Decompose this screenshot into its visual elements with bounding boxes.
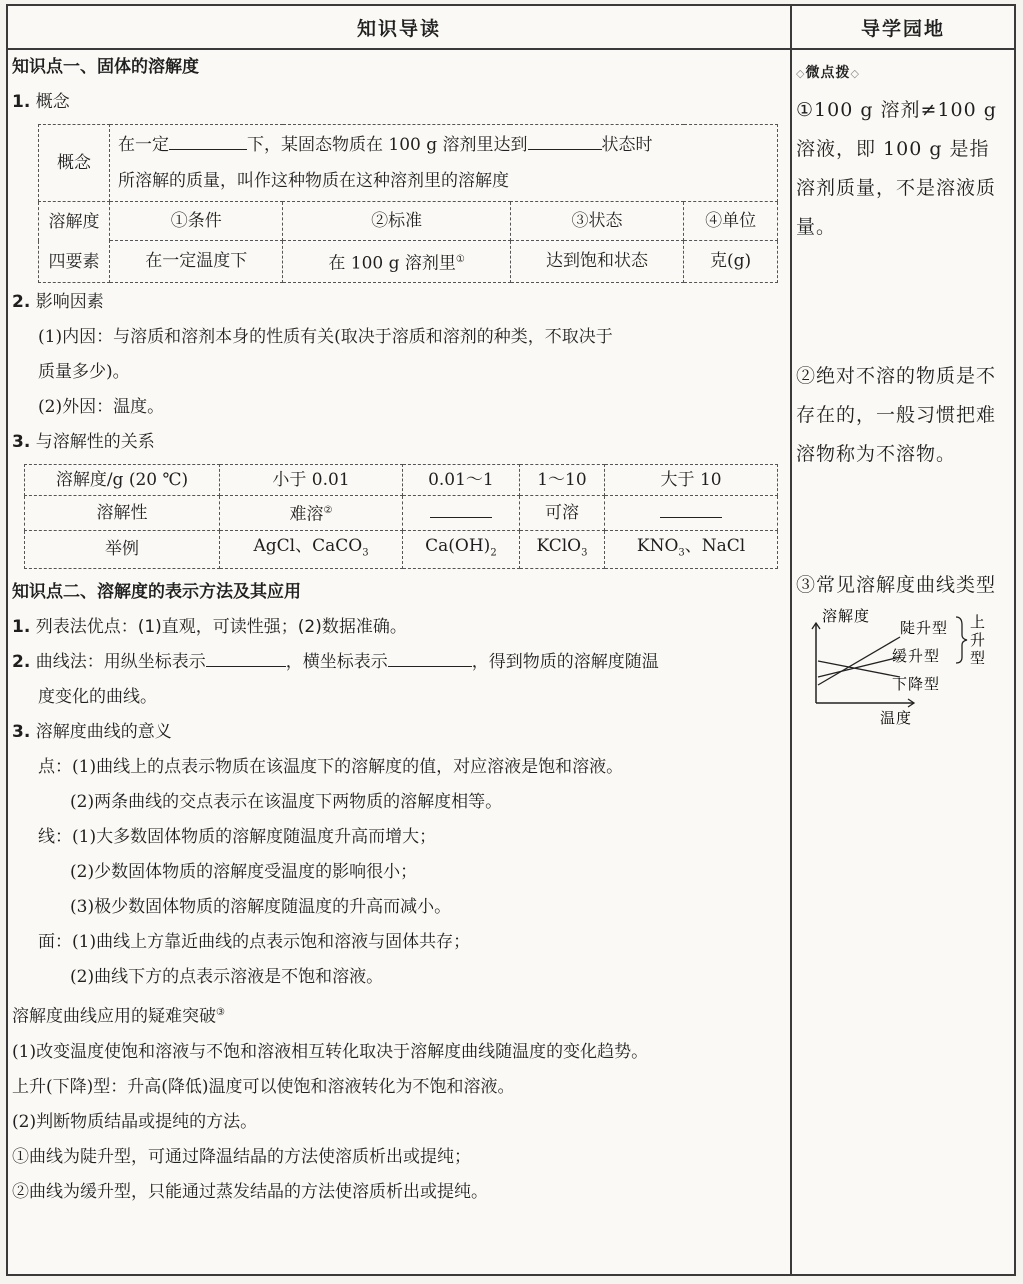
graph-ylabel: 溶解度 [822, 607, 871, 625]
factors-heading: 2. 影响因素 [12, 292, 104, 312]
app-5: ②曲线为缓升型，只能通过蒸发结晶的方法使溶质析出或提纯。 [12, 1181, 488, 1202]
graph-steep: 陡升型 [900, 619, 949, 637]
solubility-table [24, 464, 778, 569]
factor-external: (2)外因：温度。 [38, 397, 165, 417]
line-3: (3)极少数固体物质的溶解度随温度的升高而减小。 [70, 897, 452, 918]
tag-left-icon: ◇ [796, 67, 806, 80]
sol-soluble: 可溶 [519, 496, 604, 531]
example-4: $KNO_3$、NaCl [605, 530, 778, 568]
blank-easily[interactable] [605, 496, 778, 531]
solubility-label: 溶解性 [25, 496, 220, 531]
side-note-1: ①100 g 溶剂≠100 g 溶液，即 100 g 是指溶剂质量，不是溶液质量。 [796, 99, 997, 238]
app-title: 溶解度曲线应用的疑难突破③ [12, 1006, 225, 1027]
blank-x-axis[interactable] [388, 648, 472, 667]
sol-insoluble: 难溶② [220, 496, 403, 531]
header-knowledge-guide: 知识导读 [8, 6, 792, 50]
relation-heading: 3. 与溶解性的关系 [12, 432, 155, 452]
factor-internal: (1)内因：与溶质和溶剂本身的性质有关(取决于溶质和溶剂的种类，不取决于 [38, 327, 613, 347]
blank-state[interactable] [528, 131, 602, 150]
graph-up-2: 升 [970, 631, 987, 649]
kp2-line1: 1. 列表法优点：(1)直观，可读性强；(2)数据准确。 [12, 617, 407, 638]
concept-heading: 1. 概念 [12, 92, 70, 112]
col-standard: ②标准 [283, 202, 510, 241]
area-1: 面：(1)曲线上方靠近曲线的点表示饱和溶液与固体共存； [38, 932, 471, 953]
example-label: 举例 [25, 530, 220, 568]
col-unit: ④单位 [684, 202, 778, 241]
side-column [796, 52, 1000, 727]
side-note-3: ③常见溶解度曲线类型 [796, 574, 997, 596]
steep-curve [818, 637, 900, 685]
tip-tag: ◇微点拨◇ [796, 65, 860, 81]
factor-internal-cont: 质量多少)。 [38, 362, 130, 382]
app-4: ①曲线为陡升型，可通过降温结晶的方法使溶质析出或提纯； [12, 1146, 471, 1167]
example-2: $Ca(OH)_2$ [403, 530, 520, 568]
four-elements-label: 溶解度 四要素 [39, 202, 110, 283]
area-2: (2)曲线下方的点表示溶液是不饱和溶液。 [70, 967, 384, 988]
val-state: 达到饱和状态 [510, 241, 683, 283]
example-1: AgCl、CaCO$_3$ [220, 530, 403, 568]
example-3: KClO$_3$ [519, 530, 604, 568]
solubility-curve-types-graph [796, 607, 996, 727]
sol-header: 溶解度/g (20 ℃) [25, 465, 220, 496]
blank-condition[interactable] [169, 131, 247, 150]
concept-definition: 在一定 下，某固态物质在 100 g 溶剂里达到 状态时 所溶解的质量，叫作这种物质在这种溶剂里的溶解度 [110, 125, 778, 202]
blank-slightly[interactable] [403, 496, 520, 531]
col-condition: ①条件 [110, 202, 283, 241]
graph-up-1: 上 [970, 613, 987, 631]
line-2: (2)少数固体物质的溶解度受温度的影响很小； [70, 862, 418, 883]
sol-range-1: 小于 0.01 [220, 465, 403, 496]
point-2: (2)两条曲线的交点表示在该温度下两物质的溶解度相等。 [70, 792, 503, 813]
concept-label-cell: 概念 [39, 125, 110, 202]
val-standard: 在 100 g 溶剂里① [283, 241, 510, 283]
app-1: (1)改变温度使饱和溶液与不饱和溶液相互转化取决于溶解度曲线随温度的变化趋势。 [12, 1041, 649, 1062]
main-column [12, 50, 778, 1210]
brace [956, 617, 967, 663]
kp1-title: 知识点一、固体的溶解度 [12, 57, 199, 77]
graph-down: 下降型 [892, 675, 941, 693]
blank-y-axis[interactable] [206, 648, 286, 667]
column-divider [790, 50, 792, 1274]
point-1: 点：(1)曲线上的点表示物质在该温度下的溶解度的值，对应溶液是饱和溶液。 [38, 757, 624, 778]
app-3: (2)判断物质结晶或提纯的方法。 [12, 1111, 258, 1132]
app-2: 上升(下降)型：升高(降低)温度可以使饱和溶液转化为不饱和溶液。 [12, 1076, 515, 1097]
val-condition: 在一定温度下 [110, 241, 283, 283]
sol-range-2: 0.01～1 [403, 465, 520, 496]
col-state: ③状态 [510, 202, 683, 241]
tag-right-icon: ◇ [850, 67, 860, 80]
kp2-line2-cont: 度变化的曲线。 [38, 687, 157, 708]
kp2-title: 知识点二、溶解度的表示方法及其应用 [12, 582, 301, 603]
header-study-garden: 导学园地 [792, 6, 1014, 50]
kp2-line2: 2. 曲线法：用纵坐标表示 ，横坐标表示 ，得到物质的溶解度随温 [12, 645, 778, 680]
concept-table [38, 124, 778, 283]
line-1: 线：(1)大多数固体物质的溶解度随温度升高而增大； [38, 827, 437, 848]
kp2-line3: 3. 溶解度曲线的意义 [12, 722, 172, 743]
sol-range-4: 大于 10 [605, 465, 778, 496]
graph-slow: 缓升型 [892, 647, 941, 665]
val-unit: 克(g) [684, 241, 778, 283]
side-note-2: ②绝对不溶的物质是不存在的，一般习惯把难溶物称为不溶物。 [796, 365, 997, 465]
graph-up-3: 型 [970, 649, 987, 667]
sol-range-3: 1～10 [519, 465, 604, 496]
graph-xlabel: 温度 [880, 709, 913, 727]
